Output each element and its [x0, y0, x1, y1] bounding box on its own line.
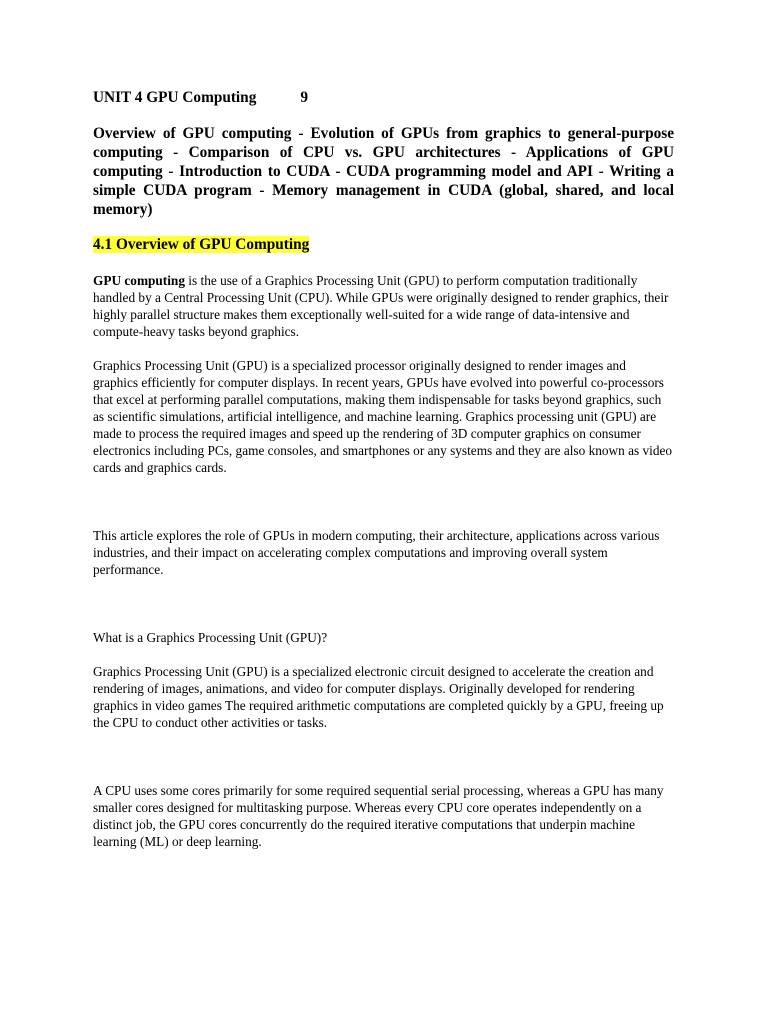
section-heading-highlight: 4.1 Overview of GPU Computing	[93, 236, 310, 253]
unit-title: UNIT 4 GPU Computing	[93, 89, 257, 106]
paragraph-lead-term: GPU computing	[93, 273, 185, 288]
paragraph-gpu-computing	[93, 272, 674, 340]
paragraph-body: is the use of a Graphics Processing Unit (GPU) to perform computation traditionally handled by a Central Processing Unit (CPU). While GPUs were originally designed to render graphics, their highly parallel structure makes them exceptionally well-suited for a wide range of data-intensive and compute-heavy tasks beyond graphics.	[93, 273, 669, 339]
paragraph-cpu-vs-gpu: A CPU uses some cores primarily for some required sequential serial processing, whereas a GPU has many smaller cores designed for multitasking purpose. Whereas every CPU core operates independently on a distinct job, the GPU cores concurrently do the required iterative computations that underpin machine learning (ML) or deep learning.	[93, 783, 664, 849]
paragraph-article-scope: This article explores the role of GPUs in modern computing, their architecture, applications across various industries, and their impact on accelerating complex computations and improving overall system performance.	[93, 528, 660, 577]
unit-header	[93, 88, 674, 108]
syllabus-topics: Overview of GPU computing - Evolution of GPUs from graphics to general-purpose computing - Comparison of CPU vs. GPU architectures - Applications of GPU computing - Introduction to CUDA - CUDA programming model and API - Writing a simple CUDA program - Memory management in CUDA (global, shared, and local memory)	[93, 125, 674, 218]
unit-hours: 9	[300, 89, 308, 106]
paragraph-gpu-circuit: Graphics Processing Unit (GPU) is a specialized electronic circuit designed to accelerate the creation and rendering of images, animations, and video for computer displays. Originally developed for rendering graphics in video games The required arithmetic computations are completed quickly by a GPU, freeing up the CPU to conduct other activities or tasks.	[93, 664, 664, 730]
paragraph-question: What is a Graphics Processing Unit (GPU)?	[93, 630, 328, 645]
paragraph-gpu-definition: Graphics Processing Unit (GPU) is a specialized processor originally designed to render images and graphics efficiently for computer displays. In recent years, GPUs have evolved into powerful co-processors that excel at performing parallel computations, making them indispensable for tasks beyond graphics, such as scientific simulations, artificial intelligence, and machine learning. Graphics processing unit (GPU) are made to process the required images and speed up the rendering of 3D computer graphics on consumer electronics including PCs, game consoles, and smartphones or any systems and they are also known as video cards and graphics cards.	[93, 358, 673, 475]
section-heading	[93, 235, 674, 255]
